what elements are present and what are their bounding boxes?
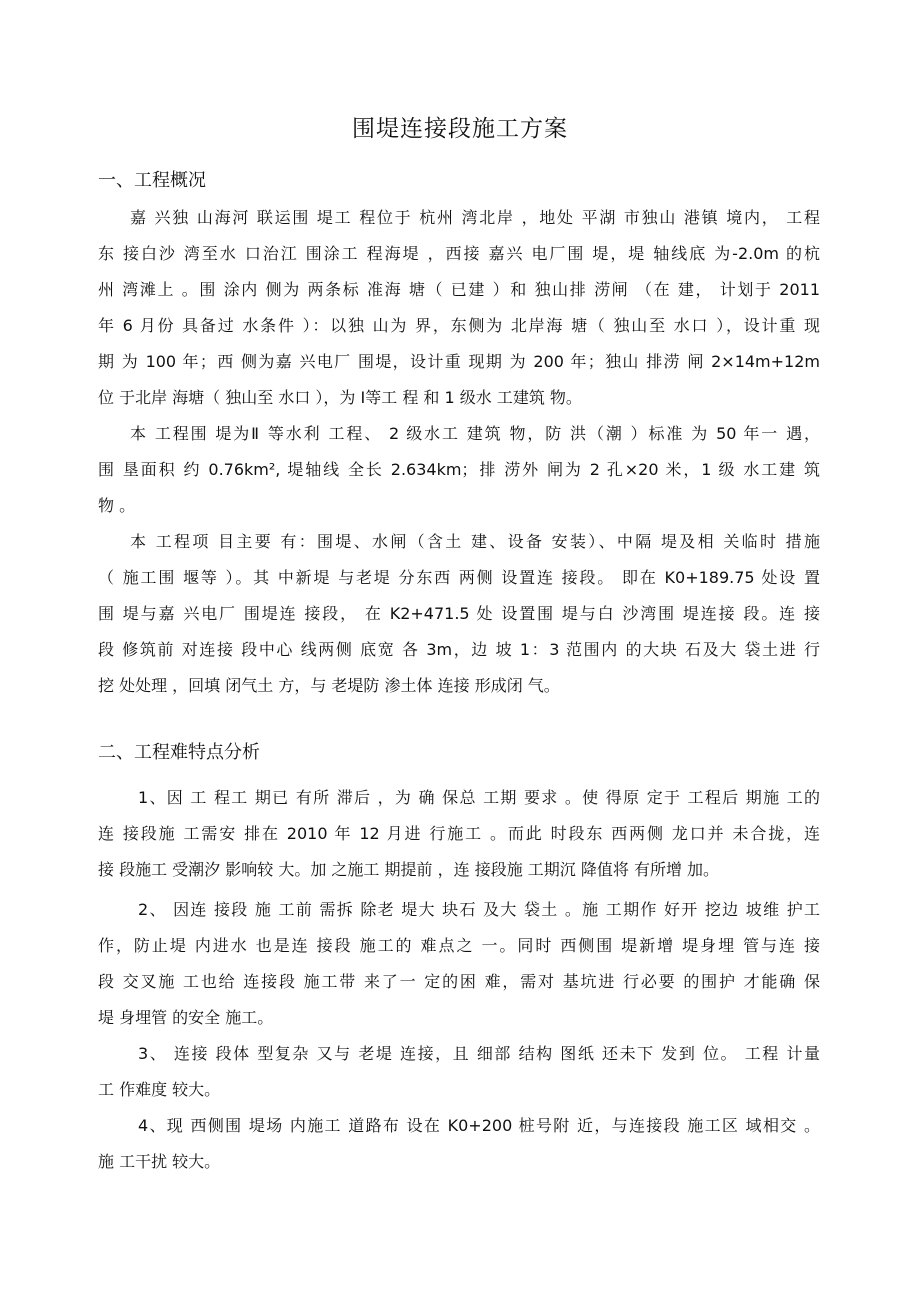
text-line: 挖 处处理 ，回填 闭气土 方，与 老堤防 渗土体 连接 形成闭 气。 <box>98 676 560 695</box>
text-line: 堤 身埋管 的安全 施工。 <box>98 1008 274 1027</box>
text-line: 工 作难度 较大。 <box>98 1080 221 1099</box>
text-line: （ 施工围 堰等 ）。其 中新堤 与老堤 分东西 两侧 设置连 接段。 即在 K0+189.75 处设 置 <box>98 568 820 587</box>
text-line: 围 堤与嘉 兴电厂 围堤连 接段， 在 K2+471.5 处 设置围 堤与白 沙湾围 堤连接 段。连 接 <box>98 604 820 623</box>
text-line: 本 工程项 目主要 有：围堤、水闸（含土 建、设备 安装）、中隔 堤及相 关临时 措施 <box>130 532 820 551</box>
text-line: 位 于北岸 海塘（ 独山至 水口 ），为 Ⅰ等工 程 和 1 级水 工建筑 物。 <box>98 388 582 407</box>
text-line: 连 接段施 工需安 排在 2010 年 12 月进 行施工 。而此 时段东 西两侧 龙口并 未合拢，连 <box>98 824 820 843</box>
text-line: 期 为 100 年；西 侧为嘉 兴电厂 围堤，设计重 现期 为 200 年；独山 排涝 闸 2×14m+12m <box>98 352 820 371</box>
document-title: 围堤连接段施工方案 <box>352 116 568 142</box>
paragraph-difficulty-4 <box>98 1108 820 1180</box>
text-line: 年 6 月份 具备过 水条件 ）：以独 山为 界，东侧为 北岸海 塘（ 独山至 水口 ），设计重 现 <box>98 316 820 335</box>
text-line: 1、因 工 程工 期已 有所 滞后 ，为 确 保总 工期 要求 。使 得原 定于 工程后 期施 工的 <box>138 788 820 807</box>
text-line: 围 垦面积 约 0.76km², 堤轴线 全长 2.634km；排 涝外 闸为 2 孔×20 米，1 级 水工建 筑 <box>98 460 820 479</box>
section-heading-overview: 一、工程概况 <box>98 170 206 191</box>
text-line: 嘉 兴独 山海河 联运围 堤工 程位于 杭州 湾北岸 ，地处 平湖 市独山 港镇 境内， 工程 <box>130 208 820 227</box>
paragraph-difficulty-2 <box>98 892 820 1036</box>
paragraph-difficulty-1 <box>98 780 820 888</box>
text-line: 3、 连接 段体 型复杂 又与 老堤 连接，且 细部 结构 图纸 还未下 发到 位。 工程 计量 <box>138 1044 820 1063</box>
text-line: 本 工程围 堤为Ⅱ 等水利 工程、 2 级水工 建筑 物，防 洪（潮 ）标准 为 50 年一 遇， <box>130 424 820 443</box>
text-line: 段 修筑前 对连接 段中心 线两侧 底宽 各 3m，边 坡 1：3 范围内 的大块 石及大 袋土进 行 <box>98 640 820 659</box>
text-line: 4、现 西侧围 堤场 内施工 道路布 设在 K0+200 桩号附 近，与连接段 施工区 域相交 。 <box>138 1116 820 1135</box>
section-heading-difficulties: 二、工程难特点分析 <box>98 742 260 763</box>
text-line: 段 交叉施 工也给 连接段 施工带 来了一 定的困 难，需对 基坑进 行必要 的围护 才能确 保 <box>98 972 820 991</box>
text-line: 施 工干扰 较大。 <box>98 1152 221 1171</box>
text-line: 物 。 <box>98 496 136 515</box>
paragraph-overview-3 <box>98 524 820 704</box>
paragraph-overview-1 <box>98 200 820 416</box>
paragraph-difficulty-3 <box>98 1036 820 1108</box>
text-line: 作，防止堤 内进水 也是连 接段 施工的 难点之 一。同时 西侧围 堤新增 堤身埋 管与连 接 <box>98 936 820 955</box>
text-line: 接 段施工 受潮汐 影响较 大。加 之施工 期提前 ，连 接段施 工期沉 降值将 有所增 加。 <box>98 860 720 879</box>
text-line: 东 接白沙 湾至水 口治江 围涂工 程海堤 ，西接 嘉兴 电厂围 堤，堤 轴线底 为-2.0m 的杭 <box>98 244 820 263</box>
text-line: 州 湾滩上 。围 涂内 侧为 两条标 准海 塘（ 已建 ）和 独山排 涝闸 （在 建， 计划于 2011 <box>98 280 820 299</box>
text-line: 2、 因连 接段 施 工前 需拆 除老 堤大 块石 及大 袋土 。施 工期作 好开 挖边 坡维 护工 <box>138 900 820 919</box>
paragraph-overview-2 <box>98 416 820 524</box>
